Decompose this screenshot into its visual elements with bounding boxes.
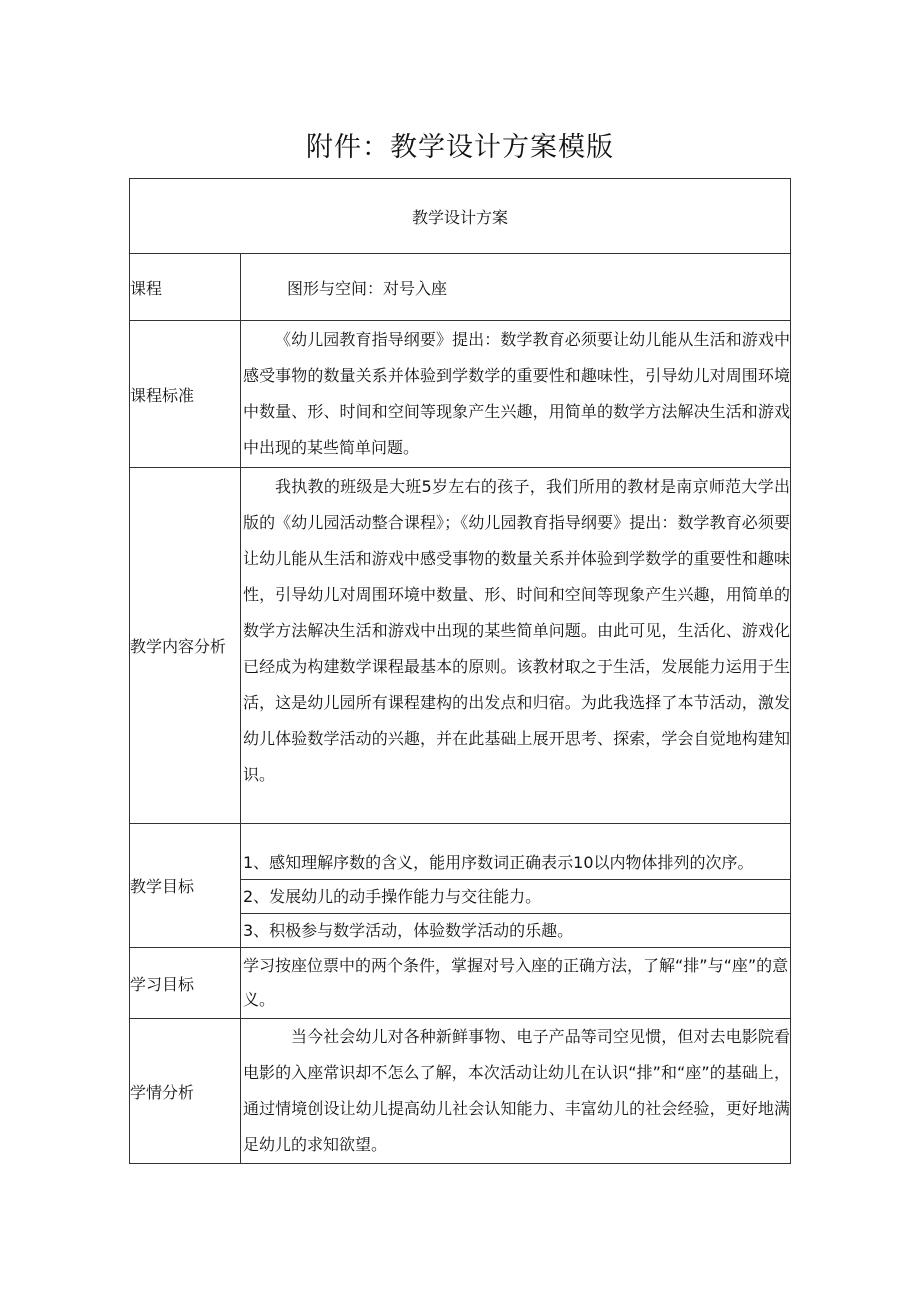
content-analysis-label: 教学内容分析 [130,468,241,824]
learner-analysis-text: 当今社会幼儿对各种新鲜事物、电子产品等司空见惯，但对去电影院看电影的入座常识却不怎么了解，本次活动让幼儿在认识“排”和“座”的基础上，通过情境创设让幼儿提高幼儿社会认知能力、丰富幼儿的社会经验，更好地满足幼儿的求知欲望。 [241,1019,791,1164]
goals-row-1 [130,824,791,847]
goal-item-2: 2、发展幼儿的动手操作能力与交往能力。 [241,880,791,914]
table-header: 教学设计方案 [130,179,791,254]
course-value: 图形与空间：对号入座 [241,254,791,321]
learner-analysis-row [130,1019,791,1164]
standard-row [130,321,791,468]
learning-goals-row [130,948,791,1019]
table-header-row [130,179,791,254]
course-row [130,254,791,321]
goal-item-3: 3、积极参与数学活动，体验数学活动的乐趣。 [241,914,791,948]
course-label: 课程 [130,254,241,321]
learning-goals-text: 学习按座位票中的两个条件，掌握对号入座的正确方法，了解“排”与“座”的意义。 [241,948,791,1019]
learning-goals-label: 学习目标 [130,948,241,1019]
page-title: 附件：教学设计方案模版 [306,132,614,163]
standard-text: 《幼儿园教育指导纲要》提出：数学教育必须要让幼儿能从生活和游戏中感受事物的数量关系并体验到学数学的重要性和趣味性，引导幼儿对周围环境中数量、形、时间和空间等现象产生兴趣，用简单的数学方法解决生活和游戏中出现的某些简单问题。 [241,321,791,468]
goals-label: 教学目标 [130,824,241,948]
content-analysis-row [130,468,791,824]
content-analysis-text: 我执教的班级是大班5岁左右的孩子，我们所用的教材是南京师范大学出版的《幼儿园活动整合课程》；《幼儿园教育指导纲要》提出：数学教育必须要让幼儿能从生活和游戏中感受事物的数量关系并体验到学数学的重要性和趣味性，引导幼儿对周围环境中数量、形、时间和空间等现象产生兴趣，用简单的数学方法解决生活和游戏中出现的某些简单问题。由此可见，生活化、游戏化已经成为构建数学课程最基本的原则。该教材取之于生活，发展能力运用于生活，这是幼儿园所有课程建构的出发点和归宿。为此我选择了本节活动，激发幼儿体验数学活动的兴趣，并在此基础上展开思考、探索，学会自觉地构建知识。 [241,468,791,824]
goal-item-1: 1、感知理解序数的含义，能用序数词正确表示10以内物体排列的次序。 [241,846,791,880]
goals-spacer [241,824,791,847]
standard-label: 课程标准 [130,321,241,468]
learner-analysis-label: 学情分析 [130,1019,241,1164]
teaching-plan-table [129,178,791,1164]
